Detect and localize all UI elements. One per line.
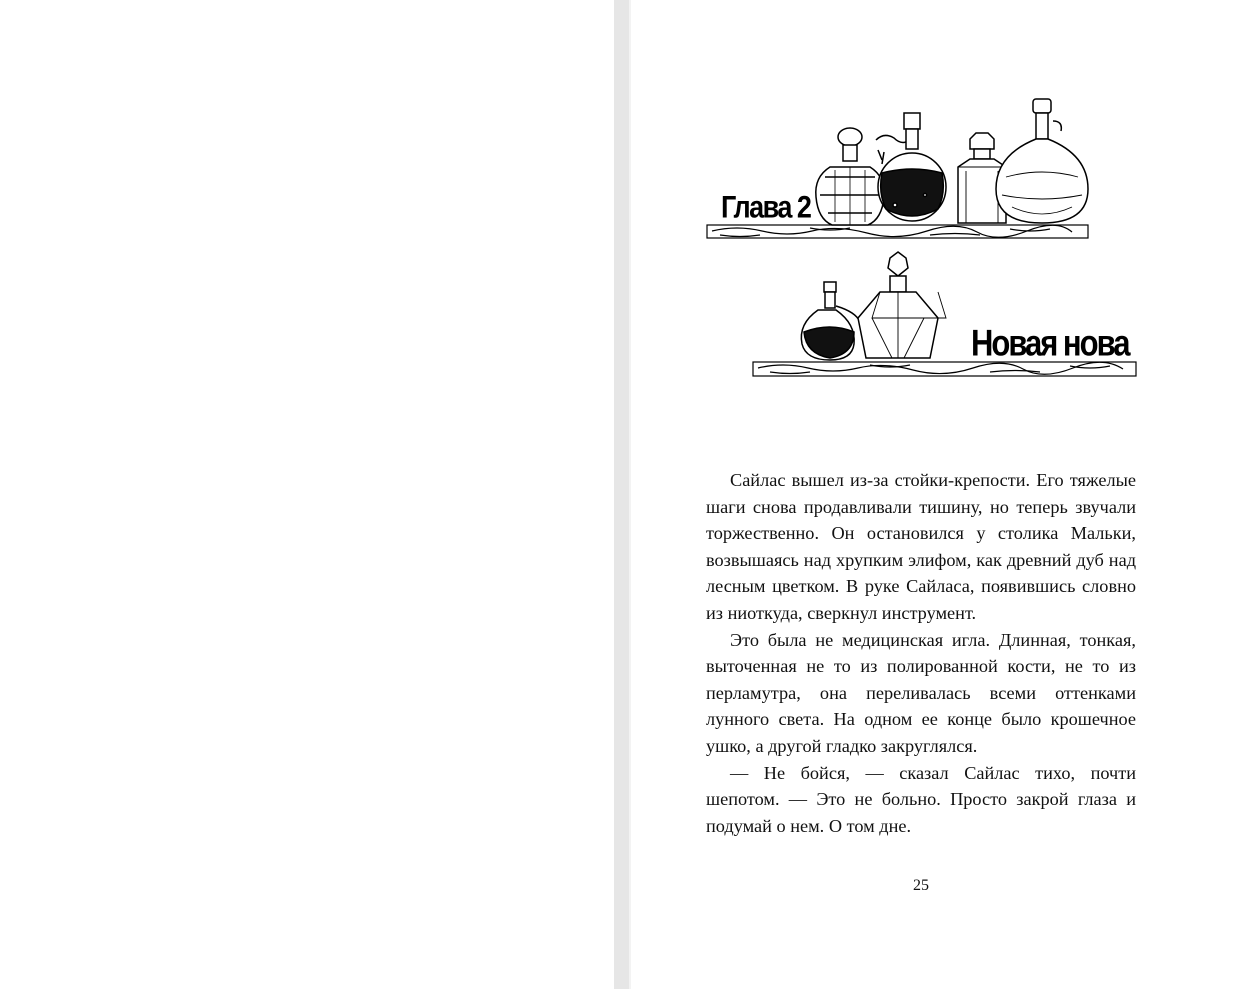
book-gutter <box>614 0 631 989</box>
page-number: 25 <box>913 877 929 894</box>
paragraph: Это была не медицинская игла. Длинная, тонкая, выточенная не то из полированной кости, не то из перламутра, она переливалась всеми оттенками лунного света. На одном ее конце было крошечное ушко, а другой гладко закруглялся. <box>706 629 1136 756</box>
body-text <box>706 467 1136 839</box>
round-flask-icon <box>876 113 946 221</box>
perfume-bottle-icon <box>816 128 884 225</box>
left-page-blank <box>0 0 614 989</box>
chapter-title: Новая нова <box>971 322 1129 364</box>
small-flask-icon <box>801 282 860 360</box>
paragraph: — Не бойся, — сказал Сайлас тихо, почти шепотом. — Это не больно. Просто закрой глаза и подумай о нем. О том дне. <box>706 762 1136 836</box>
gourd-bottle-icon <box>996 99 1088 223</box>
faceted-bottle-icon <box>858 252 946 358</box>
paragraph: Сайлас вышел из-за стойки-крепости. Его тяжелые шаги снова продавливали тишину, но теперь звучали торжественно. Он остановился у столика Мальки, возвышаясь над хрупким элифом, как древний дуб над лесным цветком. В руке Сайласа, появившись словно из ниоткуда, сверкнул инструмент. <box>706 470 1136 623</box>
chapter-number-label: Глава 2 <box>721 190 811 225</box>
wooden-shelf-icon <box>707 225 1088 238</box>
